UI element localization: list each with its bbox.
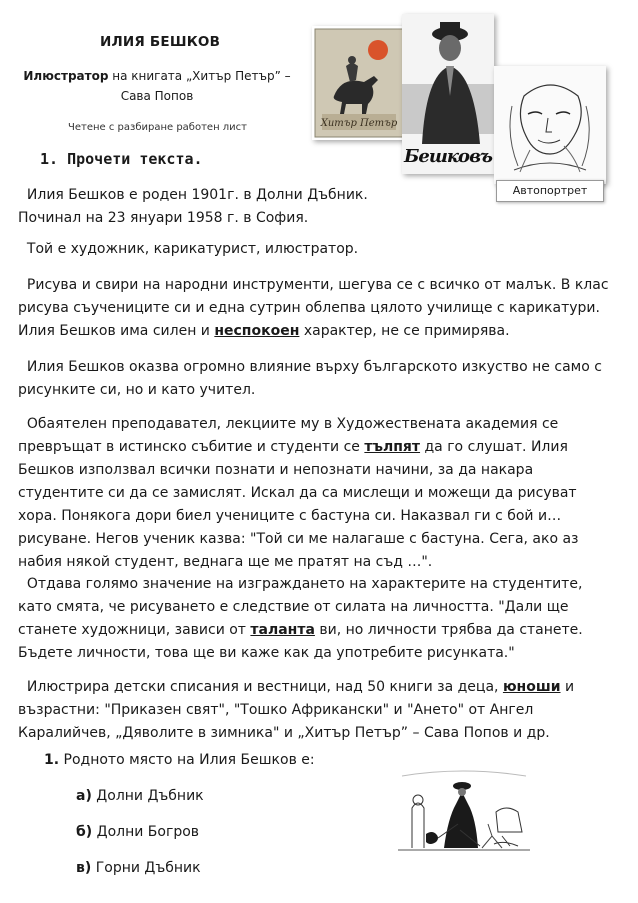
profession-text: Той е художник, карикатурист, илюстратор. bbox=[26, 241, 359, 257]
death-line: Починал на 23 януари 1958 г. в София. bbox=[18, 210, 309, 226]
paragraph-childhood bbox=[18, 274, 618, 343]
subtitle-author: Сава Попов bbox=[120, 89, 194, 103]
image-caption: Автопортрет bbox=[496, 180, 604, 202]
paragraph-birth bbox=[18, 184, 488, 230]
paragraph-influence bbox=[18, 356, 618, 402]
birth-line: Илия Бешков е роден 1901г. в Долни Дъбник. bbox=[26, 187, 368, 203]
book-cover-illustration bbox=[312, 26, 406, 140]
underlined-word-restless: неспокоен bbox=[214, 323, 300, 339]
question-text: Родното място на Илия Бешков е: bbox=[59, 752, 315, 768]
option-letter: в) bbox=[76, 860, 92, 876]
page-title: ИЛИЯ БЕШКОВ bbox=[100, 34, 221, 50]
teacher-text: Обаятелен преподавател, лекциите му в Художествената академия се превръщат в истинско събитие и студенти се bbox=[18, 416, 559, 455]
underlined-word-crowd: тълпят bbox=[364, 439, 421, 455]
task-heading: 1. Прочети текста. bbox=[40, 150, 203, 168]
illustrations-text-end: и възрастни: "Приказен свят", "Тошко Африкански" и "Ането" от Ангел Каралийчев, „Дяволите в зимника" и „Хитър Петър” – Сава Попов и др. bbox=[18, 679, 575, 741]
subtitle bbox=[22, 66, 292, 106]
option-text: Долни Дъбник bbox=[91, 788, 204, 804]
answer-option-c[interactable] bbox=[76, 860, 201, 876]
cartoon-illustration bbox=[398, 764, 530, 856]
underlined-word-talent: таланта bbox=[250, 622, 315, 638]
book-cover-image bbox=[312, 26, 406, 140]
paragraph-illustrations bbox=[18, 676, 618, 745]
portrait-photo bbox=[402, 14, 494, 174]
option-letter: а) bbox=[76, 788, 92, 804]
childhood-text-end: характер, не се примирява. bbox=[299, 323, 510, 339]
paragraph-character bbox=[18, 573, 618, 665]
question-number: 1. bbox=[44, 752, 60, 768]
answer-option-b[interactable] bbox=[76, 824, 199, 840]
teacher-text-end: да го слушат. Илия Бешков използвал всички познати и непознати начини, за да накара студентите си да се замислят. Искал да са мислещи и можещи да рисуват хора. Понякога дори биел учениците с бастуна си. Наказвал ги с бой и…рисуване. Негов ученик казва: "Той си ме налагаше с бастуна. Сега, ако аз набия някой студент, веднага ще ме пратят на съд …". bbox=[18, 439, 579, 570]
option-text: Горни Дъбник bbox=[91, 860, 201, 876]
answer-option-a[interactable] bbox=[76, 788, 204, 804]
self-portrait-sketch bbox=[494, 66, 606, 184]
book-cover-title: Хитър Петър bbox=[320, 118, 398, 129]
character-text-end: ви, но личности трябва да станете. Бъдете личности, това ще ви каже как да употребите рисунката." bbox=[18, 622, 583, 661]
illustrations-text: Илюстрира детски списания и вестници, над 50 книги за деца, bbox=[26, 679, 503, 695]
character-text: Отдава голямо значение на изграждането на характерите на студентите, като смята, че рисуването е следствие от силата на личността. "Дали ще станете художници, зависи от bbox=[18, 576, 583, 638]
childhood-text: Рисува и свири на народни инструменти, шегува се с всичко от малък. В клас рисува съучениците си и една сутрин облепва цялото училище с карикатури. Илия Бешков има силен и bbox=[18, 277, 609, 339]
subtitle-rest: на книгата „Хитър Петър” – bbox=[108, 69, 291, 83]
cartoon-drawing bbox=[398, 764, 530, 856]
influence-text: Илия Бешков оказва огромно влияние върху българското изкуство не само с рисунките си, но и като учител. bbox=[18, 359, 602, 398]
option-text: Долни Богров bbox=[92, 824, 200, 840]
question-1 bbox=[44, 752, 315, 768]
subtitle-bold: Илюстратор bbox=[23, 69, 109, 83]
option-letter: б) bbox=[76, 824, 93, 840]
underlined-word-youth: юноши bbox=[502, 679, 561, 695]
paragraph-profession bbox=[18, 238, 618, 261]
self-portrait-illustration bbox=[494, 66, 606, 184]
signature: Бешковъ bbox=[404, 146, 492, 167]
paragraph-teacher bbox=[18, 413, 618, 574]
worksheet-label: Четене с разбиране работен лист bbox=[68, 122, 248, 133]
